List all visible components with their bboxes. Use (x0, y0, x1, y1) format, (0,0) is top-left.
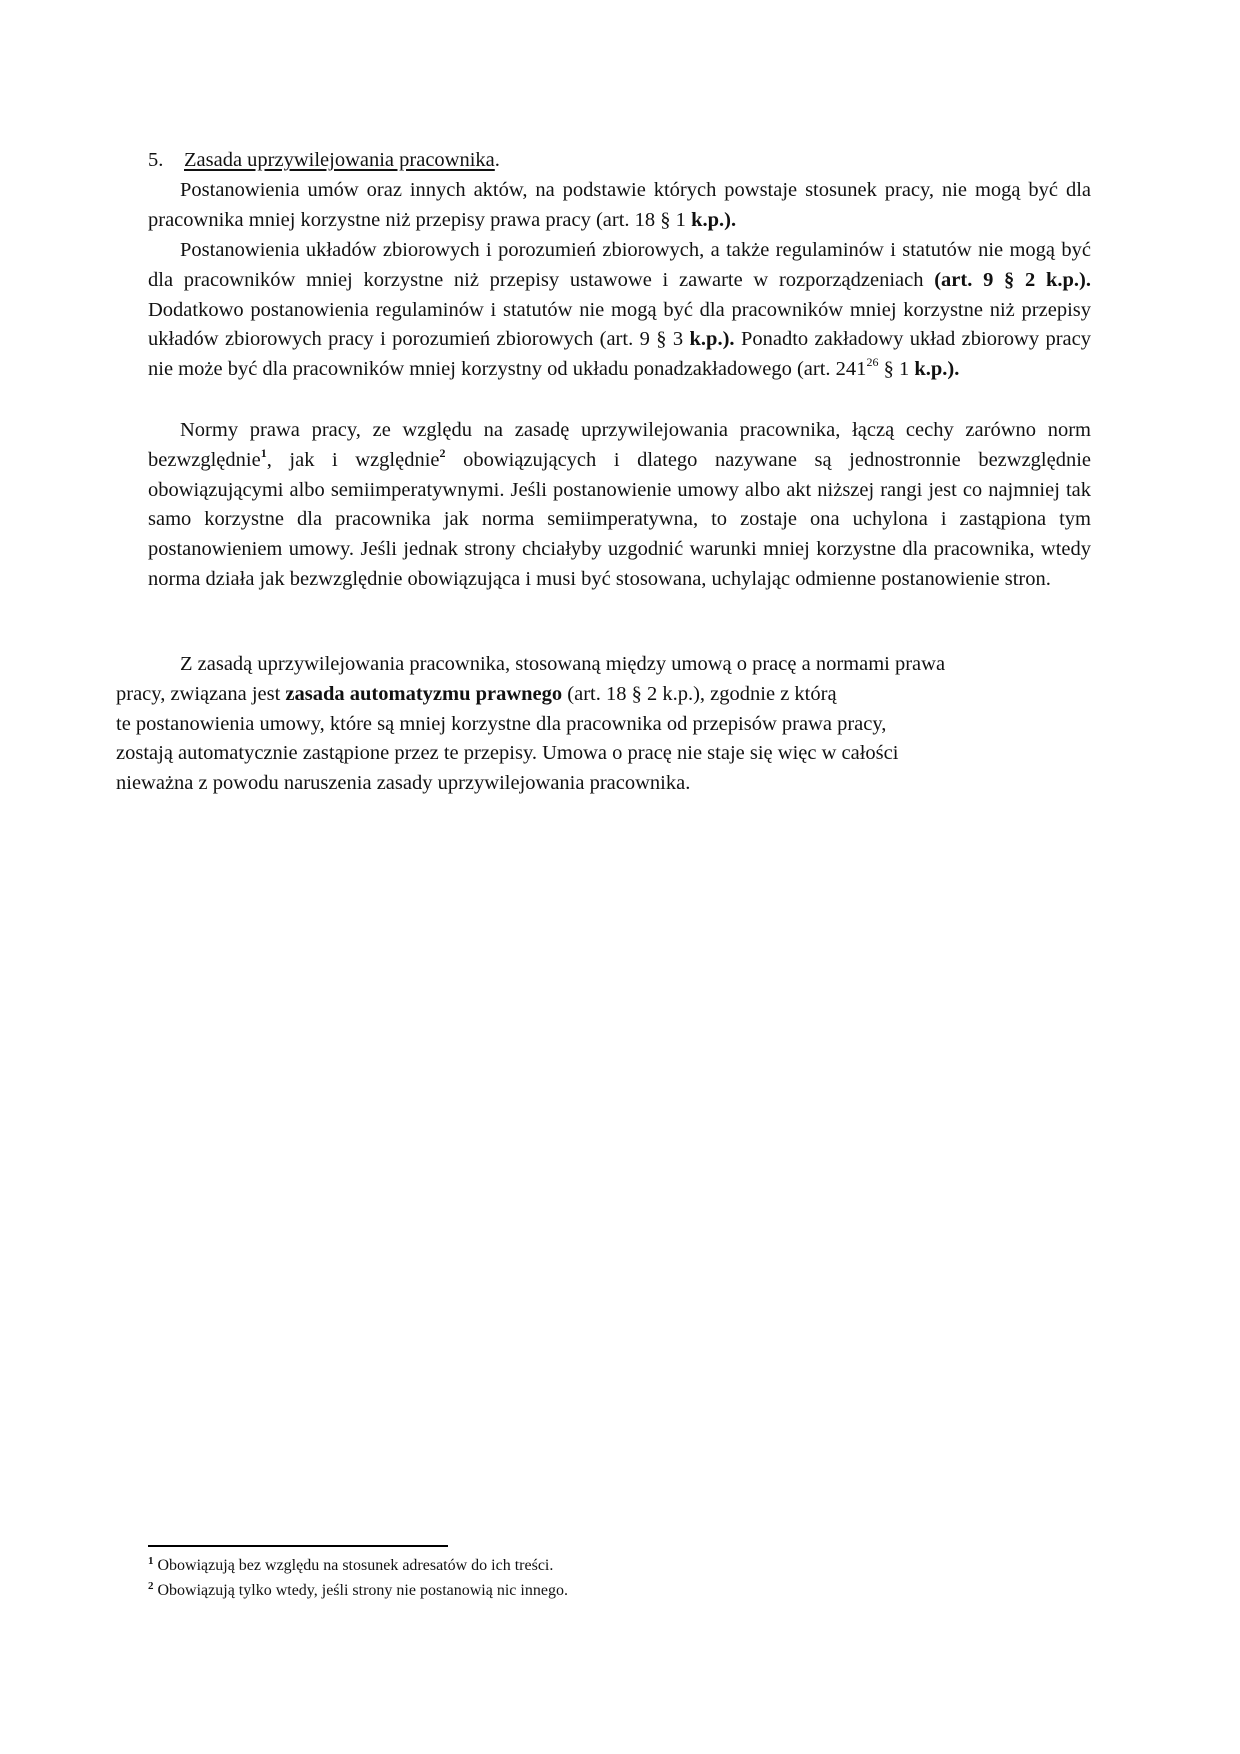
footnote-2-number: 2 (148, 1580, 154, 1592)
paragraph-4-line1: Z zasadą uprzywilejowania pracownika, stosowaną między umową o pracę a normami prawa (180, 653, 946, 675)
paragraph-2-part1: Postanowienia układów zbiorowych i porozumień zbiorowych, a także regulaminów i statutów nie mogą być dla pracowników mniej korzystne niż przepisy ustawowe i zawarte w rozporządzeniach (148, 239, 1091, 291)
paragraph-2-part3: Ponadto zakładowy układ zbiorowy pracy nie może być dla pracowników mniej korzystny od układu ponadzakładowego (art. 241 (148, 328, 1091, 381)
paragraph-2 (148, 236, 1091, 385)
paragraph-3-part1: Normy prawa pracy, ze względu na zasadę uprzywilejowania pracownika, łączą cechy zarówno norm bezwzględnie (148, 419, 1091, 471)
footnote-1 (148, 1553, 568, 1578)
paragraph-4-bold-term: zasada automatyzmu prawnego (285, 682, 563, 705)
footnote-separator (148, 1545, 448, 1547)
section-number: 5. (148, 149, 164, 171)
paragraph-4-line2-start: pracy, związana jest (116, 682, 286, 705)
paragraph-4-line2-end: (art. 18 § 2 k.p.), zgodnie z którą (562, 682, 837, 705)
paragraph-2-ref2: k.p.). (689, 328, 735, 351)
article-superscript: 26 (866, 355, 879, 370)
paragraph-3-part3: obowiązujących i dlatego nazywane są jednostronnie bezwzględnie obowiązującymi albo semiimperatywnymi. Jeśli postanowienie umowy albo akt niższej rangi jest co najmniej tak samo korzystne dla pracownika jak norma semiimperatywna, to zostaje ona uchylona i zastąpiona tym postanowieniem umowy. Jeśli jednak strony chciałyby uzgodnić warunki mniej korzystne dla pracownika, wtedy norma działa jak bezwzględnie obowiązująca i musi być stosowana, uchylając odmienne postanowienie stron. (148, 448, 1092, 590)
footnote-1-text: Obowiązują bez względu na stosunek adresatów do ich treści. (153, 1557, 554, 1574)
paragraph-2-ref1: (art. 9 § 2 k.p.). (934, 268, 1091, 291)
paragraph-2-ref3: k.p.). (914, 358, 960, 381)
section-title: Zasada uprzywilejowania pracownika (184, 149, 495, 171)
footnotes (148, 1553, 568, 1603)
paragraph-3 (148, 416, 1091, 595)
section-title-period: . (494, 149, 500, 171)
paragraph-1-ref: k.p.). (691, 208, 737, 231)
paragraph-2-part4: § 1 (878, 358, 915, 381)
footnote-ref-1[interactable]: 1 (260, 445, 267, 460)
paragraph-4-line3: te postanowienia umowy, które są mniej korzystne dla pracownika od przepisów prawa pracy, (116, 712, 887, 735)
paragraph-4-line4: zostają automatycznie zastąpione przez te przepisy. Umowa o pracę nie staje się więc w całości (116, 742, 899, 765)
paragraph-4 (116, 650, 1091, 799)
footnote-2-text: Obowiązują tylko wtedy, jeśli strony nie postanowią nic innego. (153, 1582, 568, 1599)
footnote-1-number: 1 (148, 1555, 154, 1567)
paragraph-1-text: Postanowienia umów oraz innych aktów, na podstawie których powstaje stosunek pracy, nie mogą być dla pracownika mniej korzystne niż przepisy prawa pracy (art. 18 § 1 (148, 179, 1091, 231)
paragraph-1 (148, 176, 1091, 236)
footnote-2 (148, 1578, 568, 1603)
paragraph-4-line5: nieważna z powodu naruszenia zasady uprzywilejowania pracownika. (116, 772, 691, 795)
section-heading (148, 146, 500, 176)
paragraph-2-part2: Dodatkowo postanowienia regulaminów i statutów nie mogą być dla pracowników mniej korzystne niż przepisy układów zbiorowych pracy i porozumień zbiorowych (art. 9 § 3 (148, 298, 1091, 351)
footnote-ref-2[interactable]: 2 (439, 445, 446, 460)
paragraph-3-part2: , jak i względnie (266, 448, 440, 471)
